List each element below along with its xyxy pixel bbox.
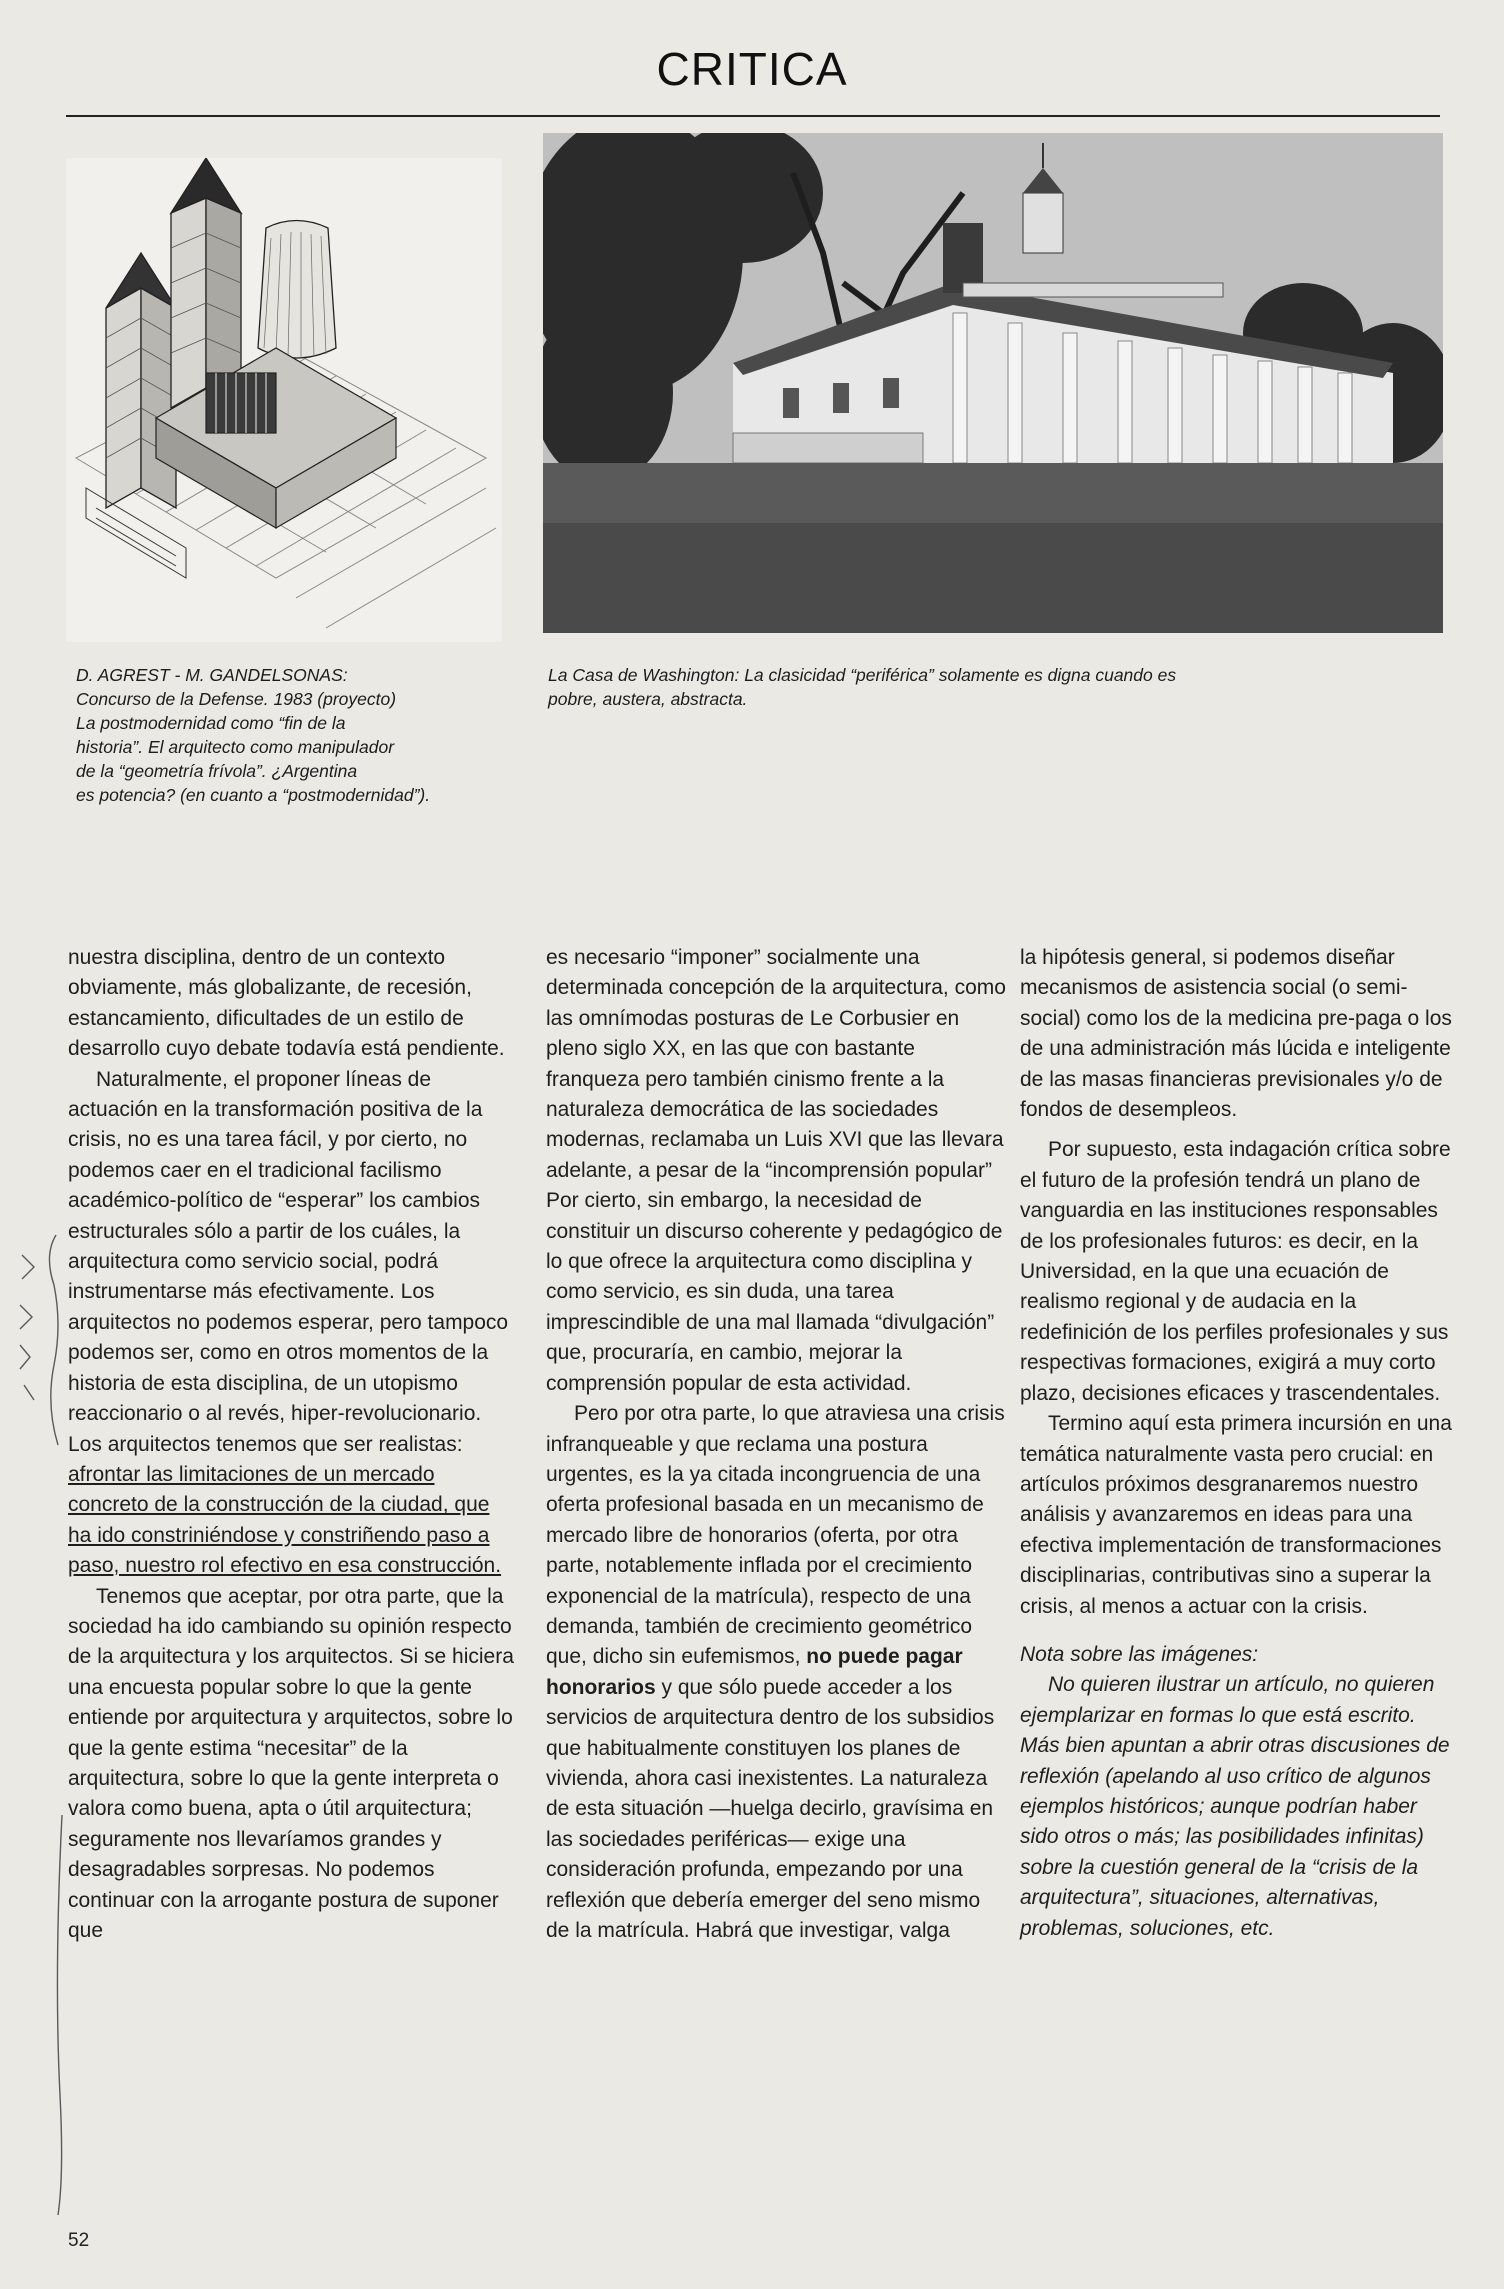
paragraph: la hipótesis general, si podemos diseñar mecanismos de asistencia social (o semi-social) como los de la medicina pre-paga o los de una administración más lúcida e inteligente de las masas financieras previsionales y/o de fondos de desempleos.: [1020, 946, 1452, 1122]
caption-line: La Casa de Washington: La clasicidad “periférica” solamente es digna cuando es: [548, 665, 1177, 685]
paragraph: [546, 1399, 1006, 1946]
paragraph: [68, 1065, 514, 1582]
paragraph: Termino aquí esta primera incursión en una temática naturalmente vasta pero crucial: en artículos próximos desgranaremos nuestro análisis y avanzaremos en ideas para una efectiva implementación de transformaciones disciplinarias, contributivas sino a superar la crisis, al menos a actuar con la crisis.: [1020, 1412, 1452, 1618]
isometric-drawing-image: [66, 158, 502, 642]
section-title: CRITICA: [656, 43, 848, 95]
caption-line: es potencia? (en cuanto a “postmodernidad”).: [76, 785, 431, 805]
paragraph: Tenemos que aceptar, por otra parte, que la sociedad ha ido cambiando su opinión respecto de la arquitectura y los arquitectos. Si se hiciera una encuesta popular sobre lo que la gente entiende por arquitectura y arquitectos, sobre lo que la gente estima “necesitar” de la arquitectura, sobre lo que la gente interpreta o valora como buena, apta o útil arquitectura; seguramente nos llevaríamos grandes y desagradables sorpresas. No podemos continuar con la arrogante postura de suponer que: [68, 1584, 514, 1942]
paragraph: es necesario “imponer” socialmente una determinada concepción de la arquitectura, como las omnímodas posturas de Le Corbusier en pleno siglo XX, en las que con bastante franqueza pero también cinismo frente a la naturaleza democrática de las sociedades modernas, reclamaba un Luis XVI que las llevara adelante, a pesar de la “incomprensión popular” Por cierto, sin embargo, la necesidad de constituir un discurso coherente y pedagógico de lo que ofrece la arquitectura como disciplina y como servicio, es sin duda, una tarea imprescindible de una mal llamada “divulgación” que, procuraría, en cambio, mejorar la comprensión popular de esta actividad.: [546, 946, 1006, 1395]
caption-line: pobre, austera, abstracta.: [548, 689, 748, 709]
washington-house-photo: [543, 133, 1443, 633]
bold-text: no puede pagar honorarios: [546, 1645, 963, 1699]
underlined-text: afrontar las limitaciones de un mercado concreto de la construcción de la ciudad, que ha ido constriniéndose y constriñendo paso a paso, nuestro rol efectivo en esa construcción.: [68, 1462, 502, 1578]
caption-line: historia”. El arquitecto como manipulador: [76, 737, 395, 757]
caption-line: de la “geometría frívola”. ¿Argentina: [76, 761, 358, 781]
right-image-caption: [548, 663, 1368, 711]
note-title: Nota sobre las imágenes:: [1020, 1642, 1259, 1666]
paragraph-text: Naturalmente, el proponer líneas de actuación en la transformación positiva de la crisis, no es una tarea fácil, y por cierto, no podemos caer en el tradicional facilismo académico-político de “esperar” los cambios estructurales sólo a partir de los cuáles, la arquitectura como servicio social, podrá instrumentarse más efectivamente. Los arquitectos no podemos esperar, pero tampoco podemos ser, como en otros momentos de la historia de esta disciplina, de un utopismo reaccionario o al revés, hiper-revolucionario. Los arquitectos tenemos que ser realistas:: [68, 1067, 509, 1456]
left-image-caption: [76, 663, 516, 807]
text-column-2: [546, 943, 1006, 1946]
text-column-1: [68, 943, 514, 1946]
paragraph-text: Pero por otra parte, lo que atraviesa una crisis infranqueable y que reclama una postura urgentes, es la ya citada incongruencia de una oferta profesional basada en un mecanismo de mercado libre de honorarios (oferta, por otra parte, notablemente inflada por el crecimiento exponencial de la matrícula), respecto de una demanda, también de crecimiento geométrico que, dicho sin eufemismos,: [546, 1402, 1005, 1669]
caption-line: D. AGREST - M. GANDELSONAS:: [76, 665, 348, 685]
text-column-3: [1020, 943, 1460, 1944]
paragraph-text: y que sólo puede acceder a los servicios de arquitectura dentro de los subsidios que habitualmente constituyen los planes de vivienda, ahora casi inexistentes. La naturaleza de esta situación —huelga decirlo, gravísima en las sociedades periféricas— exige una consideración profunda, empezando por una reflexión que debería emerger del seno mismo de la matrícula. Habrá que investigar, valga: [546, 1675, 995, 1942]
paragraph: nuestra disciplina, dentro de un contexto obviamente, más globalizante, de recesión, estancamiento, dificultades de un estilo de desarrollo cuyo debate todavía está pendiente.: [68, 946, 505, 1061]
caption-line: Concurso de la Defense. 1983 (proyecto): [76, 689, 397, 709]
header-rule: [66, 115, 1440, 117]
page-number: 52: [68, 2230, 90, 2251]
caption-line: La postmodernidad como “fin de la: [76, 713, 346, 733]
paragraph: Por supuesto, esta indagación crítica sobre el futuro de la profesión tendrá un plano de vanguardia en las instituciones responsables de los profesionales futuros: es decir, en la Universidad, en la que una ecuación de realismo regional y de audacia en la redefinición de los perfiles profesionales y sus respectivas formaciones, exigirá a muy corto plazo, decisiones eficaces y trascendentales.: [1020, 1138, 1451, 1405]
image-note: [1020, 1640, 1460, 1944]
pencil-margin-marks: [14, 1195, 74, 2225]
note-body: No quieren ilustrar un artículo, no quieren ejemplarizar en formas lo que está escrito. Más bien apuntan a abrir otras discusiones de reflexión (apelando al uso crítico de algunos ejemplos históricos; aunque podrían haber sido otros o más; las posibilidades infinitas) sobre la cuestión general de la “crisis de la arquitectura”, situaciones, alternativas, problemas, soluciones, etc.: [1020, 1673, 1450, 1940]
